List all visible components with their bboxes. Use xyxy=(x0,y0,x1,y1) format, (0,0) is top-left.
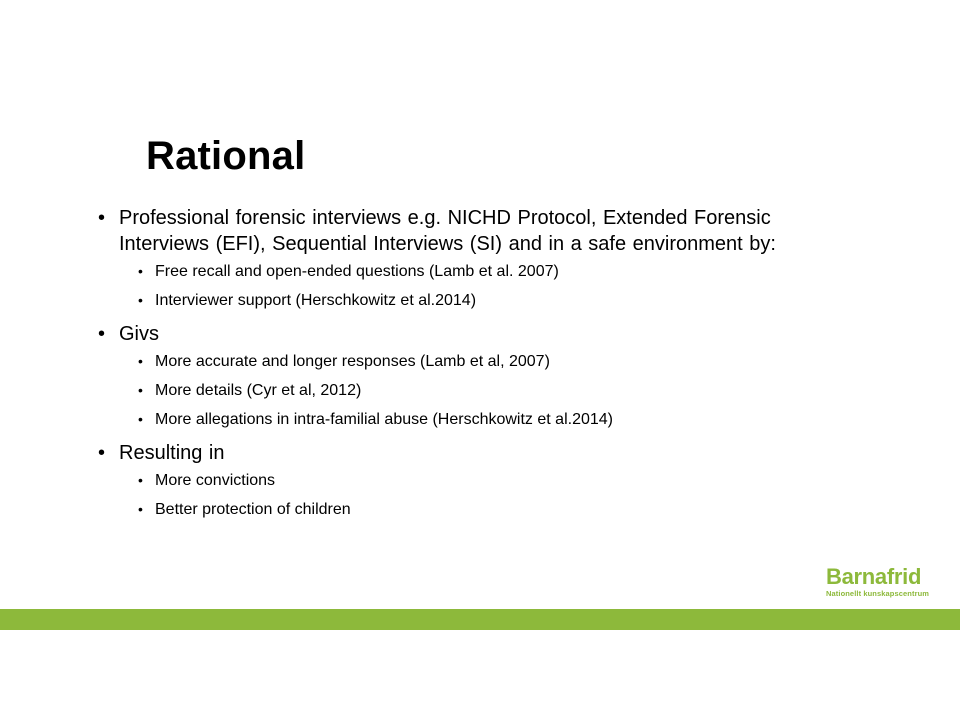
sub-bullet-dot-icon: • xyxy=(138,382,143,398)
sub-bullet-dot-icon: • xyxy=(138,411,143,427)
bullet-professional-interviews xyxy=(98,205,818,257)
bullet-text: Professional forensic interviews e.g. NICHD Protocol, Extended Forensic Interviews (EFI), Sequential Interviews (SI) and in a safe environment by: xyxy=(119,207,776,255)
bullet-dot-icon: • xyxy=(98,442,106,464)
bullet-dot-icon: • xyxy=(98,323,106,345)
bullet-resulting-in xyxy=(98,440,818,466)
sub-bullet xyxy=(98,286,818,315)
logo-name: Barnafrid xyxy=(826,564,922,589)
sub-bullet-text: Better protection of children xyxy=(155,501,351,518)
footer-accent-bar xyxy=(0,609,960,630)
slide-title: Rational xyxy=(146,134,306,178)
sub-bullet-text: Free recall and open-ended questions (Lamb et al. 2007) xyxy=(155,263,559,280)
sub-bullet-dot-icon: • xyxy=(138,263,143,279)
sub-bullet xyxy=(98,466,818,495)
sub-bullet-dot-icon: • xyxy=(138,501,143,517)
bullet-text: Givs xyxy=(119,323,159,345)
sub-bullet xyxy=(98,257,818,286)
sub-bullet xyxy=(98,376,818,405)
bullet-givs xyxy=(98,321,818,347)
sub-bullet-text: More accurate and longer responses (Lamb et al, 2007) xyxy=(155,353,550,370)
sub-bullet-text: More convictions xyxy=(155,472,276,489)
sub-bullet xyxy=(98,495,818,524)
sub-bullet-list xyxy=(98,466,818,524)
slide-content xyxy=(98,205,818,524)
sub-bullet xyxy=(98,347,818,376)
sub-bullet-text: More details (Cyr et al, 2012) xyxy=(155,382,362,399)
sub-bullet-dot-icon: • xyxy=(138,292,143,308)
sub-bullet xyxy=(98,405,818,434)
sub-bullet-dot-icon: • xyxy=(138,472,143,488)
barnafrid-logo xyxy=(826,565,938,598)
sub-bullet-text: More allegations in intra-familial abuse (Herschkowitz et al.2014) xyxy=(155,411,613,428)
logo-tagline: Nationellt kunskapscentrum xyxy=(826,589,930,598)
sub-bullet-list xyxy=(98,257,818,315)
bullet-text: Resulting in xyxy=(119,442,225,464)
sub-bullet-dot-icon: • xyxy=(138,353,143,369)
bullet-dot-icon: • xyxy=(98,207,106,229)
sub-bullet-list xyxy=(98,347,818,434)
sub-bullet-text: Interviewer support (Herschkowitz et al.2014) xyxy=(155,292,477,309)
